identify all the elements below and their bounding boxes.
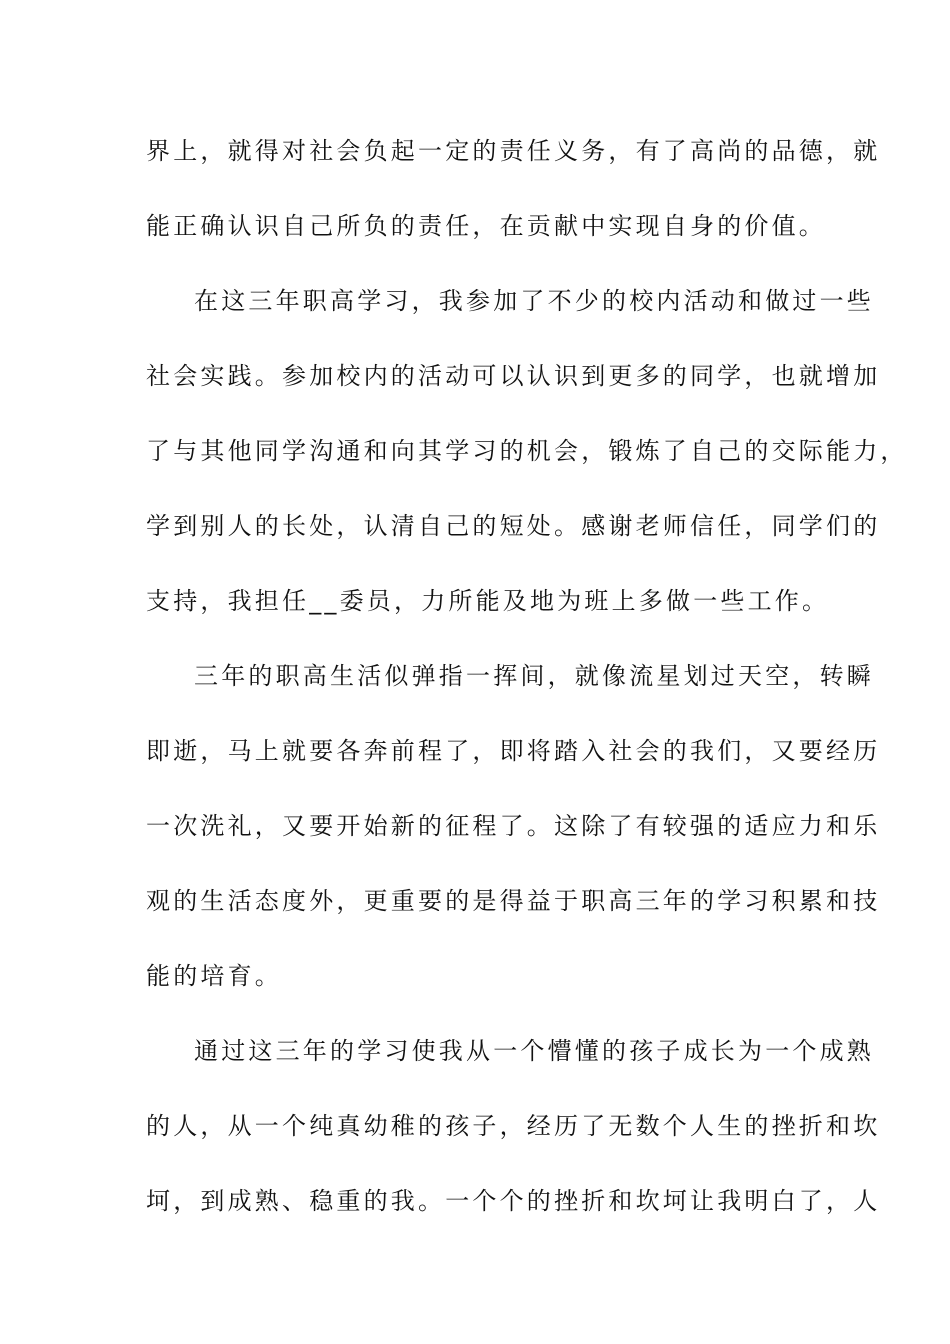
text-line: 能正确认识自己所负的责任，在贡献中实现自身的价值。 <box>146 212 826 240</box>
text-line: 坷，到成熟、稳重的我。一个个的挫折和坎坷让我明白了，人 <box>146 1187 881 1215</box>
text-line: 支持，我担任__委员，力所能及地为班上多做一些工作。 <box>146 587 830 615</box>
text-line: 了与其他同学沟通和向其学习的机会，锻炼了自己的交际能力， <box>146 437 908 465</box>
paragraph-first-line: 在这三年职高学习，我参加了不少的校内活动和做过一些 <box>194 287 874 315</box>
text-line: 即逝，马上就要各奔前程了，即将踏入社会的我们，又要经历 <box>146 737 881 765</box>
text-line: 社会实践。参加校内的活动可以认识到更多的同学，也就增加 <box>146 362 881 390</box>
text-line: 观的生活态度外，更重要的是得益于职高三年的学习积累和技 <box>146 887 881 915</box>
paragraph-first-line: 通过这三年的学习使我从一个懵懂的孩子成长为一个成熟 <box>194 1037 874 1065</box>
text-line: 学到别人的长处，认清自己的短处。感谢老师信任，同学们的 <box>146 512 881 540</box>
text-line: 界上，就得对社会负起一定的责任义务，有了高尚的品德，就 <box>146 137 881 165</box>
text-line: 的人，从一个纯真幼稚的孩子，经历了无数个人生的挫折和坎 <box>146 1112 881 1140</box>
text-line: 能的培育。 <box>146 962 282 990</box>
paragraph-first-line: 三年的职高生活似弹指一挥间，就像流星划过天空，转瞬 <box>194 662 874 690</box>
text-line: 一次洗礼，又要开始新的征程了。这除了有较强的适应力和乐 <box>146 812 881 840</box>
